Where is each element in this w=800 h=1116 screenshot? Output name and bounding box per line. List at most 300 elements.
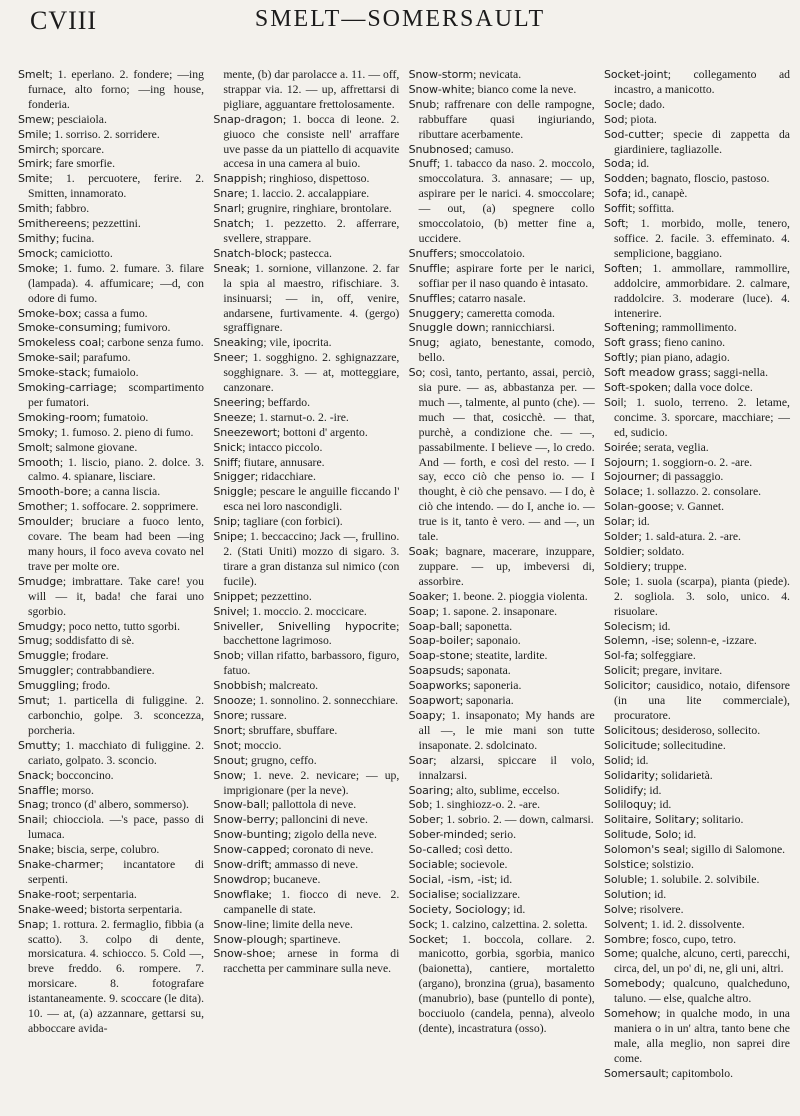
dictionary-entry: [18, 813, 204, 843]
dictionary-entry: [604, 843, 790, 858]
entry-definition: ; frodo.: [75, 679, 111, 693]
entry-definition: ; solitario.: [695, 813, 744, 827]
entry-definition: ; pescare le anguille ficcando l' esca nei loro nascondigli.: [223, 485, 400, 514]
entry-headword: Snake-root: [18, 887, 77, 901]
entry-headword: Soapworks: [408, 679, 468, 693]
dictionary-entry: [604, 98, 790, 113]
entry-headword: Soap-ball: [408, 619, 459, 633]
entry-headword: Smoke: [18, 261, 55, 275]
entry-headword: Solicitude: [603, 738, 657, 752]
entry-definition: ; limite della neve.: [265, 917, 353, 931]
entry-headword: Snow-line: [213, 917, 266, 931]
entry-definition: ; 1. singhiozz-o. 2. -are.: [429, 798, 541, 812]
dictionary-entry: [213, 113, 399, 173]
dictionary-entry: [213, 515, 399, 530]
entry-definition: ; id.: [643, 783, 662, 797]
entry-definition: ; 1. fumo. 2. fumare. 3. filare (lampada). 4. affumicare; —d, con odore di fumo.: [28, 261, 204, 305]
entry-headword: Sodden: [603, 172, 645, 186]
entry-headword: Snick: [213, 440, 243, 454]
entry-headword: Solecism: [603, 619, 653, 633]
dictionary-entry: [18, 858, 204, 888]
entry-headword: Snarl: [213, 202, 242, 216]
entry-definition: ; pastecca.: [283, 246, 332, 260]
dictionary-entry: [604, 336, 790, 351]
dictionary-entry: [409, 888, 595, 903]
dictionary-entry: [409, 903, 595, 918]
entry-headword: Snowdrop: [213, 872, 268, 886]
dictionary-entry: [213, 470, 399, 485]
entry-definition: ; smoccolatoio.: [453, 246, 525, 260]
entry-definition: ; pian piano, adagio.: [634, 351, 730, 365]
entry-headword: Smut: [18, 694, 47, 708]
entry-definition: ; risolvere.: [633, 902, 684, 916]
entry-headword: Snuggle down: [408, 321, 486, 335]
dictionary-entry: [213, 411, 399, 426]
entry-headword: Snipe: [213, 530, 244, 544]
entry-definition: ; 1. sornione, villanzone. 2. far la spia al maestro, rifischiare. 3. insinuarsi; — in, off, venire, andarsene, furtivamente. 4. (gergo) sgraffignare.: [223, 261, 400, 335]
dictionary-entry: [18, 68, 204, 113]
entry-definition: ; serio.: [484, 828, 516, 842]
entry-headword: Solder: [603, 530, 639, 544]
entry-headword: Snow-bunting: [213, 828, 289, 842]
dictionary-entry: [213, 709, 399, 724]
entry-headword: Snow-berry: [213, 813, 276, 827]
entry-definition: ; 1. soffocare. 2. sopprimere.: [64, 500, 199, 514]
entry-headword: Smoking-carriage: [18, 381, 114, 395]
column-2: [213, 68, 399, 1112]
dictionary-entry: [409, 933, 595, 1037]
entry-headword: Social, -ism, -ist: [408, 872, 494, 886]
entry-headword: Soap-boiler: [408, 634, 471, 648]
entry-definition: ; 1. boccola, collare. 2. manicotto, gorbia, sgorbia, manico (baionetta), cantiere, mortaletto (argano), bronzina (grua), basamento (manubrio), base (puntello di ponte), bocciuolo (candela, penna), alveolo (dente), incastratura (osso).: [418, 932, 595, 1035]
dictionary-entry: [18, 113, 204, 128]
entry-headword: Soirée: [603, 440, 638, 454]
entry-headword: Snuffle: [408, 261, 447, 275]
entry-definition: ; ammasso di neve.: [268, 858, 359, 872]
entry-definition: ; 1. beone. 2. pioggia violenta.: [445, 589, 588, 603]
entry-headword: Soft grass: [603, 336, 658, 350]
entry-definition: ; villan rifatto, barbassoro, figuro, fatuo.: [223, 649, 400, 678]
dictionary-entry: [604, 530, 790, 545]
entry-definition: ; soldato.: [641, 545, 685, 558]
entry-headword: Soffit: [603, 202, 633, 216]
entry-headword: Smother: [18, 500, 65, 514]
entry-headword: Sniff: [213, 455, 238, 469]
entry-definition: ; coronato di neve.: [286, 843, 374, 857]
entry-headword: Smug: [18, 634, 50, 648]
dictionary-entry: [409, 858, 595, 873]
entry-headword: Smooth-bore: [18, 485, 89, 499]
dictionary-entry: [18, 664, 204, 679]
entry-headword: Snore: [213, 708, 245, 722]
entry-definition: ; 1. laccio. 2. accalappiare.: [244, 187, 370, 201]
dictionary-entry: [18, 903, 204, 918]
entry-headword: Snort: [213, 723, 243, 737]
dictionary-entry: [213, 605, 399, 620]
entry-headword: Soldiery: [603, 559, 648, 573]
dictionary-entry: [18, 694, 204, 739]
entry-headword: Smudge: [18, 574, 63, 588]
entry-definition: ; frodare.: [65, 649, 109, 663]
entry-headword: Snip: [213, 515, 237, 529]
entry-definition: ; spartineve.: [283, 932, 341, 946]
entry-headword: Sod-cutter: [603, 127, 661, 141]
entry-headword: Soluble: [603, 872, 644, 886]
entry-headword: Smith: [18, 202, 50, 216]
dictionary-entry: [604, 113, 790, 128]
entry-definition: ; solfeggiare.: [634, 649, 696, 663]
entry-headword: Sneering: [213, 395, 262, 409]
entry-definition: ; fumivoro.: [117, 321, 171, 335]
dictionary-entry: [18, 262, 204, 307]
dictionary-entry: [604, 947, 790, 977]
entry-headword: Soliloquy: [603, 798, 654, 812]
dictionary-entry: [409, 321, 595, 336]
entry-definition: ; 1. insaponato; My hands are all —, le mie mani son tutte insaponate. 2. sdolcinato.: [418, 708, 595, 752]
dictionary-entry: [409, 366, 595, 545]
entry-definition: ; 1. percuotere, ferire. 2. Smitten, innamorato.: [28, 172, 204, 201]
entry-definition: ; fosco, cupo, tetro.: [645, 932, 737, 946]
entry-headword: Sole: [603, 574, 628, 588]
entry-headword: Solvent: [603, 917, 645, 931]
dictionary-entry: [213, 888, 399, 918]
entry-headword: Soapsuds: [408, 664, 461, 678]
dictionary-entry: [18, 575, 204, 620]
entry-definition: ; saponata.: [460, 664, 511, 678]
entry-headword: Solidify: [603, 783, 644, 797]
dictionary-entry: [18, 456, 204, 486]
entry-headword: Snack: [18, 768, 51, 782]
dictionary-entry: [604, 217, 790, 262]
dictionary-entry: [18, 769, 204, 784]
dictionary-entry: [604, 873, 790, 888]
entry-headword: Smokeless coal: [18, 336, 102, 350]
entry-headword: So: [408, 366, 423, 380]
dictionary-entry: [604, 456, 790, 471]
entry-headword: Snowflake: [213, 887, 269, 901]
dictionary-entry: [409, 545, 595, 590]
entry-headword: Smithereens: [18, 217, 87, 231]
entry-definition: ; sbruffare, sbuffare.: [242, 723, 338, 737]
entry-definition: ; alzarsi, spiccare il volo, innalzarsi.: [418, 753, 595, 782]
entry-headword: Sober-minded: [408, 828, 485, 842]
entry-definition: ; 1. moccio. 2. moccicare.: [246, 604, 367, 618]
entry-definition: ; id.: [630, 753, 649, 767]
dictionary-entry: [604, 157, 790, 172]
entry-headword: Smuggling: [18, 679, 76, 693]
entry-definition: ; 1. liscio, piano. 2. dolce. 3. calmo. 4. spianare, lisciare.: [28, 455, 204, 484]
entry-headword: Snuffers: [408, 246, 454, 260]
dictionary-entry: [604, 1067, 790, 1082]
entry-definition: ; in qualche modo, in una maniera o in un' altra, tanto bene che male, alla meglio, non saprei dire come.: [613, 1007, 790, 1065]
entry-headword: Soil: [603, 395, 624, 409]
dictionary-entry: [18, 798, 204, 813]
entry-headword: Sniveller, Snivelling hypocrite: [213, 619, 397, 633]
entry-headword: Solid: [603, 753, 631, 767]
entry-headword: Soap-stone: [408, 649, 470, 663]
dictionary-entry: [213, 694, 399, 709]
entry-headword: Socle: [603, 97, 634, 111]
entry-definition: ; id., canapè.: [627, 187, 688, 201]
entry-headword: Snake-weed: [18, 902, 84, 916]
entry-definition: ; 1. ammollare, rammollire, addolcire, ammorbidare. 2. calmare, raddolcire. 3. moderare (luce). 4. intenerire.: [613, 261, 790, 320]
entry-headword: Smoking-room: [18, 410, 98, 424]
dictionary-entry: [18, 143, 204, 158]
dictionary-entry: [18, 843, 204, 858]
dictionary-entry: [18, 679, 204, 694]
dictionary-entry: [18, 515, 204, 575]
entry-headword: Snow-plough: [213, 932, 284, 946]
dictionary-entry: [213, 426, 399, 441]
entry-definition: ; bianco come la neve.: [471, 82, 577, 96]
entry-definition: ; saponaria.: [459, 694, 514, 708]
entry-definition: ; così detto.: [458, 843, 513, 857]
entry-definition: ; alto, sublime, eccelso.: [449, 783, 560, 797]
entry-definition: ; bagnare, macerare, inzuppare, zuppare. — up, imbeversi di, assorbire.: [418, 545, 595, 588]
entry-headword: Solemn, -ise: [603, 634, 671, 648]
dictionary-entry: [213, 172, 399, 187]
entry-definition: ; sigillo di Salomone.: [685, 843, 786, 857]
entry-headword: Snivel: [213, 604, 247, 618]
entry-headword: Solitaire, Solitary: [603, 813, 696, 827]
dictionary-entry: [409, 634, 595, 649]
entry-headword: Smuggler: [18, 664, 71, 678]
entry-headword: Sojourner: [603, 470, 657, 484]
entry-headword: Society, Sociology: [408, 902, 508, 916]
dictionary-entry: [213, 843, 399, 858]
entry-headword: Soldier: [603, 545, 642, 558]
entry-headword: Solomon's seal: [603, 843, 686, 857]
entry-headword: Snaffle: [18, 783, 56, 797]
entry-headword: Soft meadow grass: [603, 366, 708, 380]
entry-definition: ; 1. sald-atura. 2. -are.: [638, 530, 741, 544]
entry-headword: Snow-storm: [408, 68, 474, 81]
entry-definition: ; rammollimento.: [655, 321, 737, 335]
entry-definition: ; contrabbandiere.: [70, 664, 155, 678]
column-1: [18, 68, 204, 1112]
entry-headword: Somebody: [603, 977, 662, 991]
dictionary-entry: [409, 247, 595, 262]
entry-definition: ; causidico, notaio, difensore (in una lite commerciale), procuratore.: [613, 679, 790, 722]
entry-definition: ; chiocciola. —'s pace, passo di lumaca.: [28, 813, 204, 842]
entry-headword: Sneak: [213, 261, 247, 275]
entry-definition: ; id.: [494, 872, 513, 886]
entry-headword: Solve: [603, 902, 634, 916]
dictionary-entry: [604, 545, 790, 560]
entry-headword: Smirk: [18, 157, 50, 171]
entry-definition: ; russare.: [244, 708, 287, 722]
entry-headword: Snob: [213, 649, 241, 663]
dictionary-entry: [604, 724, 790, 739]
entry-definition: ; fieno canino.: [657, 336, 726, 350]
dictionary-entry: [18, 381, 204, 411]
entry-headword: Smithy: [18, 231, 56, 245]
entry-headword: Sol-fa: [603, 649, 635, 663]
dictionary-entry: [409, 157, 595, 246]
entry-definition: ; sollecitudine.: [656, 738, 726, 752]
entry-definition: ; beffardo.: [261, 395, 311, 409]
entry-headword: Smoke-consuming: [18, 321, 118, 335]
dictionary-entry: [409, 68, 595, 83]
dictionary-entry: [18, 321, 204, 336]
entry-definition: ; 1. sobrio. 2. — down, calmarsi.: [440, 813, 594, 827]
entry-definition: ; pregare, invitare.: [636, 664, 723, 678]
dictionary-entry: [213, 262, 399, 337]
entry-headword: Soar: [408, 753, 434, 767]
entry-headword: Soft-spoken: [603, 381, 668, 395]
entry-definition: ; morso.: [55, 783, 94, 797]
entry-definition: ; 1. sapone. 2. insaponare.: [435, 604, 558, 618]
dictionary-entry: [409, 590, 595, 605]
entry-headword: Snow-white: [408, 82, 472, 96]
entry-definition: ; 1. suolo, terreno. 2. letame, concime. 3. sporcare, macchiare; —ed, sudicio.: [613, 395, 790, 439]
entry-definition: ; saponaio.: [470, 634, 521, 648]
dictionary-entry: [213, 351, 399, 396]
entry-headword: Solution: [603, 887, 648, 901]
dictionary-entry: [213, 918, 399, 933]
dictionary-entry: [409, 873, 595, 888]
entry-headword: Sneezewort: [213, 425, 277, 439]
entry-headword: Softening: [603, 321, 656, 335]
entry-headword: Snap: [18, 917, 46, 931]
entry-definition: ; bistorta serpentaria.: [83, 902, 183, 916]
dictionary-entry: [604, 649, 790, 664]
running-head: SMELT—SOMERSAULT: [254, 6, 546, 32]
entry-definition: ; bacchettone lagrimoso.: [223, 619, 400, 648]
dictionary-entry: [604, 977, 790, 1007]
entry-definition: ; cameretta comoda.: [460, 306, 555, 320]
entry-definition: ; 1. particella di fuliggine. 2. carbonchio, golpe. 3. sconcezza, porcheria.: [28, 694, 204, 737]
entry-definition: ; vile, ipocrita.: [263, 336, 332, 350]
entry-definition: ; id.: [631, 157, 650, 171]
entry-definition: ; 1. morbido, molle, tenero, soffice. 2. facile. 3. effeminato. 4. semplicione, baggiano.: [613, 217, 790, 260]
entry-headword: Sneeze: [213, 410, 253, 424]
entry-definition: ; specie di zappetta da giardiniere, tagliazolle.: [613, 127, 790, 156]
dictionary-entry: [213, 336, 399, 351]
dictionary-entry: [409, 98, 595, 143]
entry-definition: ; v. Gannet.: [670, 500, 725, 514]
dictionary-entry: [18, 441, 204, 456]
entry-definition: ; a canna liscia.: [88, 485, 161, 499]
dictionary-entry: [604, 903, 790, 918]
dictionary-entry: [213, 769, 399, 799]
dictionary-entry: [604, 664, 790, 679]
entry-definition: ; 1. sogghigno. 2. sghignazzare, sogghignare. 3. — at, motteggiare, canzonare.: [223, 351, 400, 395]
entry-definition: ; rannicchiarsi.: [485, 321, 555, 335]
entry-definition: ; fabbro.: [49, 202, 90, 216]
entry-headword: Snake: [18, 843, 51, 857]
dictionary-entry: [604, 769, 790, 784]
entry-headword: Smirch: [18, 142, 56, 156]
entry-headword: Sod: [603, 112, 625, 126]
entry-headword: Smutty: [18, 738, 58, 752]
entry-definition: ; capitombolo.: [665, 1066, 734, 1080]
entry-definition: ; 1. id. 2. dissolvente.: [644, 917, 745, 931]
dictionary-entry: [409, 649, 595, 664]
entry-definition: ; steatite, lardite.: [469, 649, 548, 663]
entry-headword: Sombre: [603, 932, 646, 946]
entry-headword: Soft: [603, 217, 626, 231]
entry-headword: Soak: [408, 545, 436, 558]
entry-definition: ; raffrenare con delle rampogne, rabbuffare quasi ingiuriando, ributtare acerbamente.: [418, 97, 595, 141]
entry-headword: Snub: [408, 97, 437, 111]
entry-definition: ; saponetta.: [459, 619, 513, 633]
entry-definition: ; 1. neve. 2. nevicare; — up, imprigionare (per la neve).: [223, 768, 400, 797]
dictionary-entry: [213, 217, 399, 247]
entry-headword: Snot: [213, 738, 238, 752]
dictionary-entry: [604, 515, 790, 530]
entry-definition: ; id.: [631, 515, 650, 529]
dictionary-entry: [409, 143, 595, 158]
dictionary-entry: [213, 247, 399, 262]
entry-definition: ; camiciotto.: [54, 246, 113, 260]
entry-definition: ; 1. bocca di leone. 2. giuoco che consiste nell' arraffare uve passe da un piattello di acquavite accesa in una camera al buio.: [223, 112, 400, 171]
entry-headword: Snatch: [213, 217, 251, 231]
dictionary-entry: [604, 813, 790, 828]
dictionary-entry: [604, 470, 790, 485]
dictionary-entry: [18, 739, 204, 769]
entry-headword: Smoke-stack: [18, 366, 88, 380]
dictionary-entry: [18, 426, 204, 441]
dictionary-entry: [213, 873, 399, 888]
dictionary-entry: [604, 68, 790, 98]
entry-headword: Soaker: [408, 589, 446, 603]
entry-definition: ; saggi-nella.: [707, 366, 768, 380]
entry-definition: ; pallottola di neve.: [265, 798, 357, 812]
dictionary-entry: [604, 485, 790, 500]
entry-definition: ; fucina.: [55, 231, 95, 245]
dictionary-entry: [213, 813, 399, 828]
entry-headword: Sojourn: [603, 455, 646, 469]
entry-headword: Soapwort: [408, 694, 460, 708]
entry-definition: ; pesciaiola.: [51, 112, 107, 126]
dictionary-entry: [213, 590, 399, 605]
dictionary-entry: [604, 620, 790, 635]
entry-headword: Snout: [213, 753, 245, 767]
dictionary-entry: [604, 933, 790, 948]
entry-headword: Snappish: [213, 172, 263, 186]
dictionary-entry: [213, 620, 399, 650]
entry-headword: Sniggle: [213, 485, 254, 499]
dictionary-entry: [18, 784, 204, 799]
dictionary-entry: [409, 83, 595, 98]
entry-definition: ; solstizio.: [645, 858, 694, 872]
entry-headword: Socket-joint: [603, 68, 668, 81]
entry-definition: ; bruciare a fuoco lento, covare. The beam had been —ing many hours, il foco aveva covato nel trave per molte ore.: [28, 515, 204, 573]
entry-definition: ; 1. eperlano. 2. fondere; —ing furnace, alto forno; —ing house, fonderia.: [28, 68, 204, 111]
entry-headword: Snigger: [213, 470, 255, 484]
entry-definition: ; intacco piccolo.: [242, 440, 323, 454]
entry-headword: Snare: [213, 187, 245, 201]
entry-definition: ; tagliare (con forbici).: [236, 515, 343, 529]
entry-headword: Smoke-box: [18, 306, 79, 320]
entry-headword: Smudgy: [18, 619, 63, 633]
entry-definition: ; saponeria.: [467, 679, 522, 693]
entry-definition: ; fumatoio.: [97, 410, 149, 424]
dictionary-entry: [409, 620, 595, 635]
dictionary-entry: [213, 485, 399, 515]
entry-definition: ; moccio.: [237, 738, 282, 752]
dictionary-entry: [18, 247, 204, 262]
dictionary-entry: [604, 187, 790, 202]
entry-headword: Snuff: [408, 157, 437, 171]
entry-definition: ; aspirare forte per le narici, soffiar per il naso quando è intasato.: [418, 261, 595, 290]
entry-headword: Smew: [18, 112, 52, 126]
entry-definition: ; malcreato.: [262, 679, 319, 693]
dictionary-entry: [18, 217, 204, 232]
entry-headword: Smoulder: [18, 515, 70, 529]
entry-definition: ; serata, veglia.: [637, 440, 709, 454]
